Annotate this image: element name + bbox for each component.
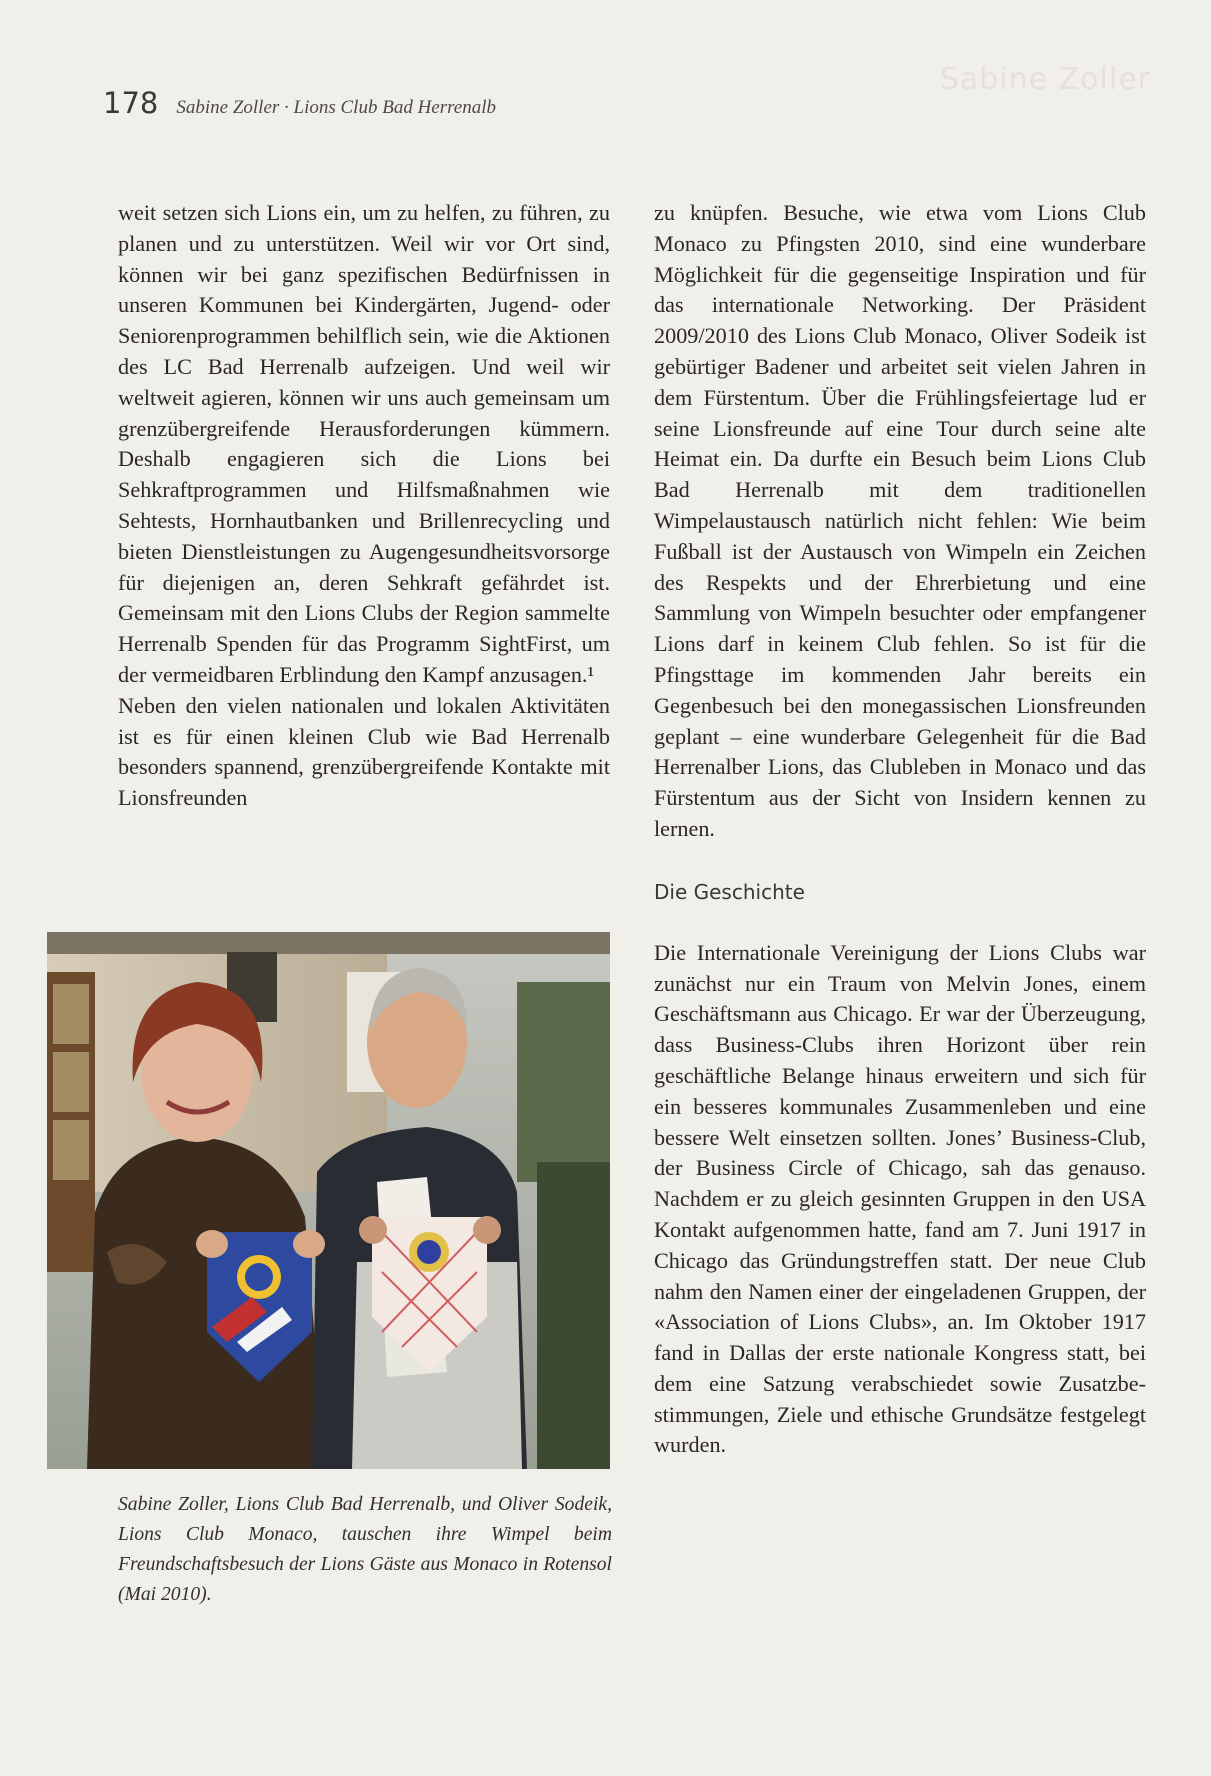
left-paragraph-2: Neben den vielen nationalen und lokalen Aktivitäten ist es für einen kleinen Club wie Bad Herrenalb besonders spannend, grenzübergreifende Kontakte mit Lionsfreunden xyxy=(118,692,610,811)
photo xyxy=(47,932,610,1469)
right-paragraph-2: Die Internationale Vereinigung der Lions Clubs war zunächst nur ein Traum von Melvin Jones, einem Geschäftsmann aus Chicago. Er war der Überzeugung, dass Business-Clubs ihren Horizont über rein geschäftliche Belange hinaus erweitern und sich für ein besseres kommunales Zusammenleben und eine bessere Welt einsetzen sollten. Jones’ Business-Club, der Business Circle of Chicago, sah das genauso. Nachdem er zu gleich gesinnten Gruppen in den USA Kontakt aufgenommen hatte, fand am 7. Juni 1917 in Chicago das Gründungstreffen statt. Der neue Club nahm den Namen einer der eingeladenen Gruppen, der «Association of Lions Clubs», an. Im Oktober 1917 fand in Dallas der erste nationale Kongress statt, bei dem eine Satzung verabschiedet sowie Zusatzbestimmungen, Ziele und ethische Grundsätze festgelegt wurden. xyxy=(654,939,1146,1458)
window-door xyxy=(47,972,95,1272)
page-header xyxy=(103,86,496,120)
show-through-ghost-text: Sabine Zoller xyxy=(939,62,1151,97)
photo-illustration xyxy=(47,932,610,1469)
caption-text: Sabine Zoller, Lions Club Bad Herrenalb, und Oliver Sodeik, Lions Club Monaco, tauschen ihre Wimpel beim Freundschaftsbesuch der Lions Gäste aus Monaco in Rotensol (Mai 2010). xyxy=(118,1494,612,1605)
right-column xyxy=(654,198,1146,1461)
running-head: Sabine Zoller · Lions Club Bad Herrenalb xyxy=(176,97,497,118)
photo-caption xyxy=(118,1490,612,1610)
section-heading: Die Geschichte xyxy=(654,879,805,904)
left-paragraph-1: weit setzen sich Lions ein, um zu helfen, zu führen, zu planen und zu unterstützen. Weil wir vor Ort sind, können wir bei ganz spezifischen Bedürfnissen in unseren Kommunen bei Kindergärten, Jugend- oder Seniorenprogrammen behilflich sein, wie die Aktionen des LC Bad Herrenalb aufzeigen. Und weil wir weltweit agieren, können wir uns auch gemeinsam um grenzübergreifende Herausforderungen kümmern. Deshalb engagieren sich die Lions bei Sehkraftprogrammen und Hilfsmaßnahmen wie Sehtests, Hornhautbanken und Brillenrecycling und bieten Dienstleistungen zu Augengesundheitsvorsorge für diejenigen an, deren Sehkraft gefährdet ist. Gemeinsam mit den Lions Clubs der Region sammelte Herrenalb Spenden für das Programm SightFirst, um der vermeidbaren Erblindung den Kampf anzusagen.¹ xyxy=(118,200,610,687)
left-column xyxy=(118,198,610,814)
right-paragraph-1: zu knüpfen. Besuche, wie etwa vom Lions Club Monaco zu Pfingsten 2010, sind eine wunderbare Möglichkeit für die gegenseitige Inspiration und für das internationale Networking. Der Präsident 2009/2010 des Lions Club Monaco, Oliver Sodeik ist gebürtiger Badener und arbeitet seit vielen Jahren in dem Fürstentum. Über die Frühlingsfeiertage lud er seine Lionsfreunde auf eine Tour durch seine alte Heimat ein. Da durfte ein Besuch beim Lions Club Bad Herrenalb mit dem traditionellen Wimpelaustausch natürlich nicht fehlen: Wie beim Fußball ist der Austausch von Wimpeln ein Zeichen des Respekts und der Ehrerbietung und eine Sammlung von Wimpeln besuchter oder empfangener Lions darf in keinem Club fehlen. So ist für die Pfingsttage im kommenden Jahr bereits ein Gegenbesuch bei den monegassischen Lionsfreunden geplant – eine wunderbare Gelegenheit für die Bad Herrenalber Lions, das Clubleben in Monaco und das Fürstentum aus der Sicht von Insidern kennen zu lernen. xyxy=(654,200,1146,841)
page-number: 178 xyxy=(103,86,159,120)
